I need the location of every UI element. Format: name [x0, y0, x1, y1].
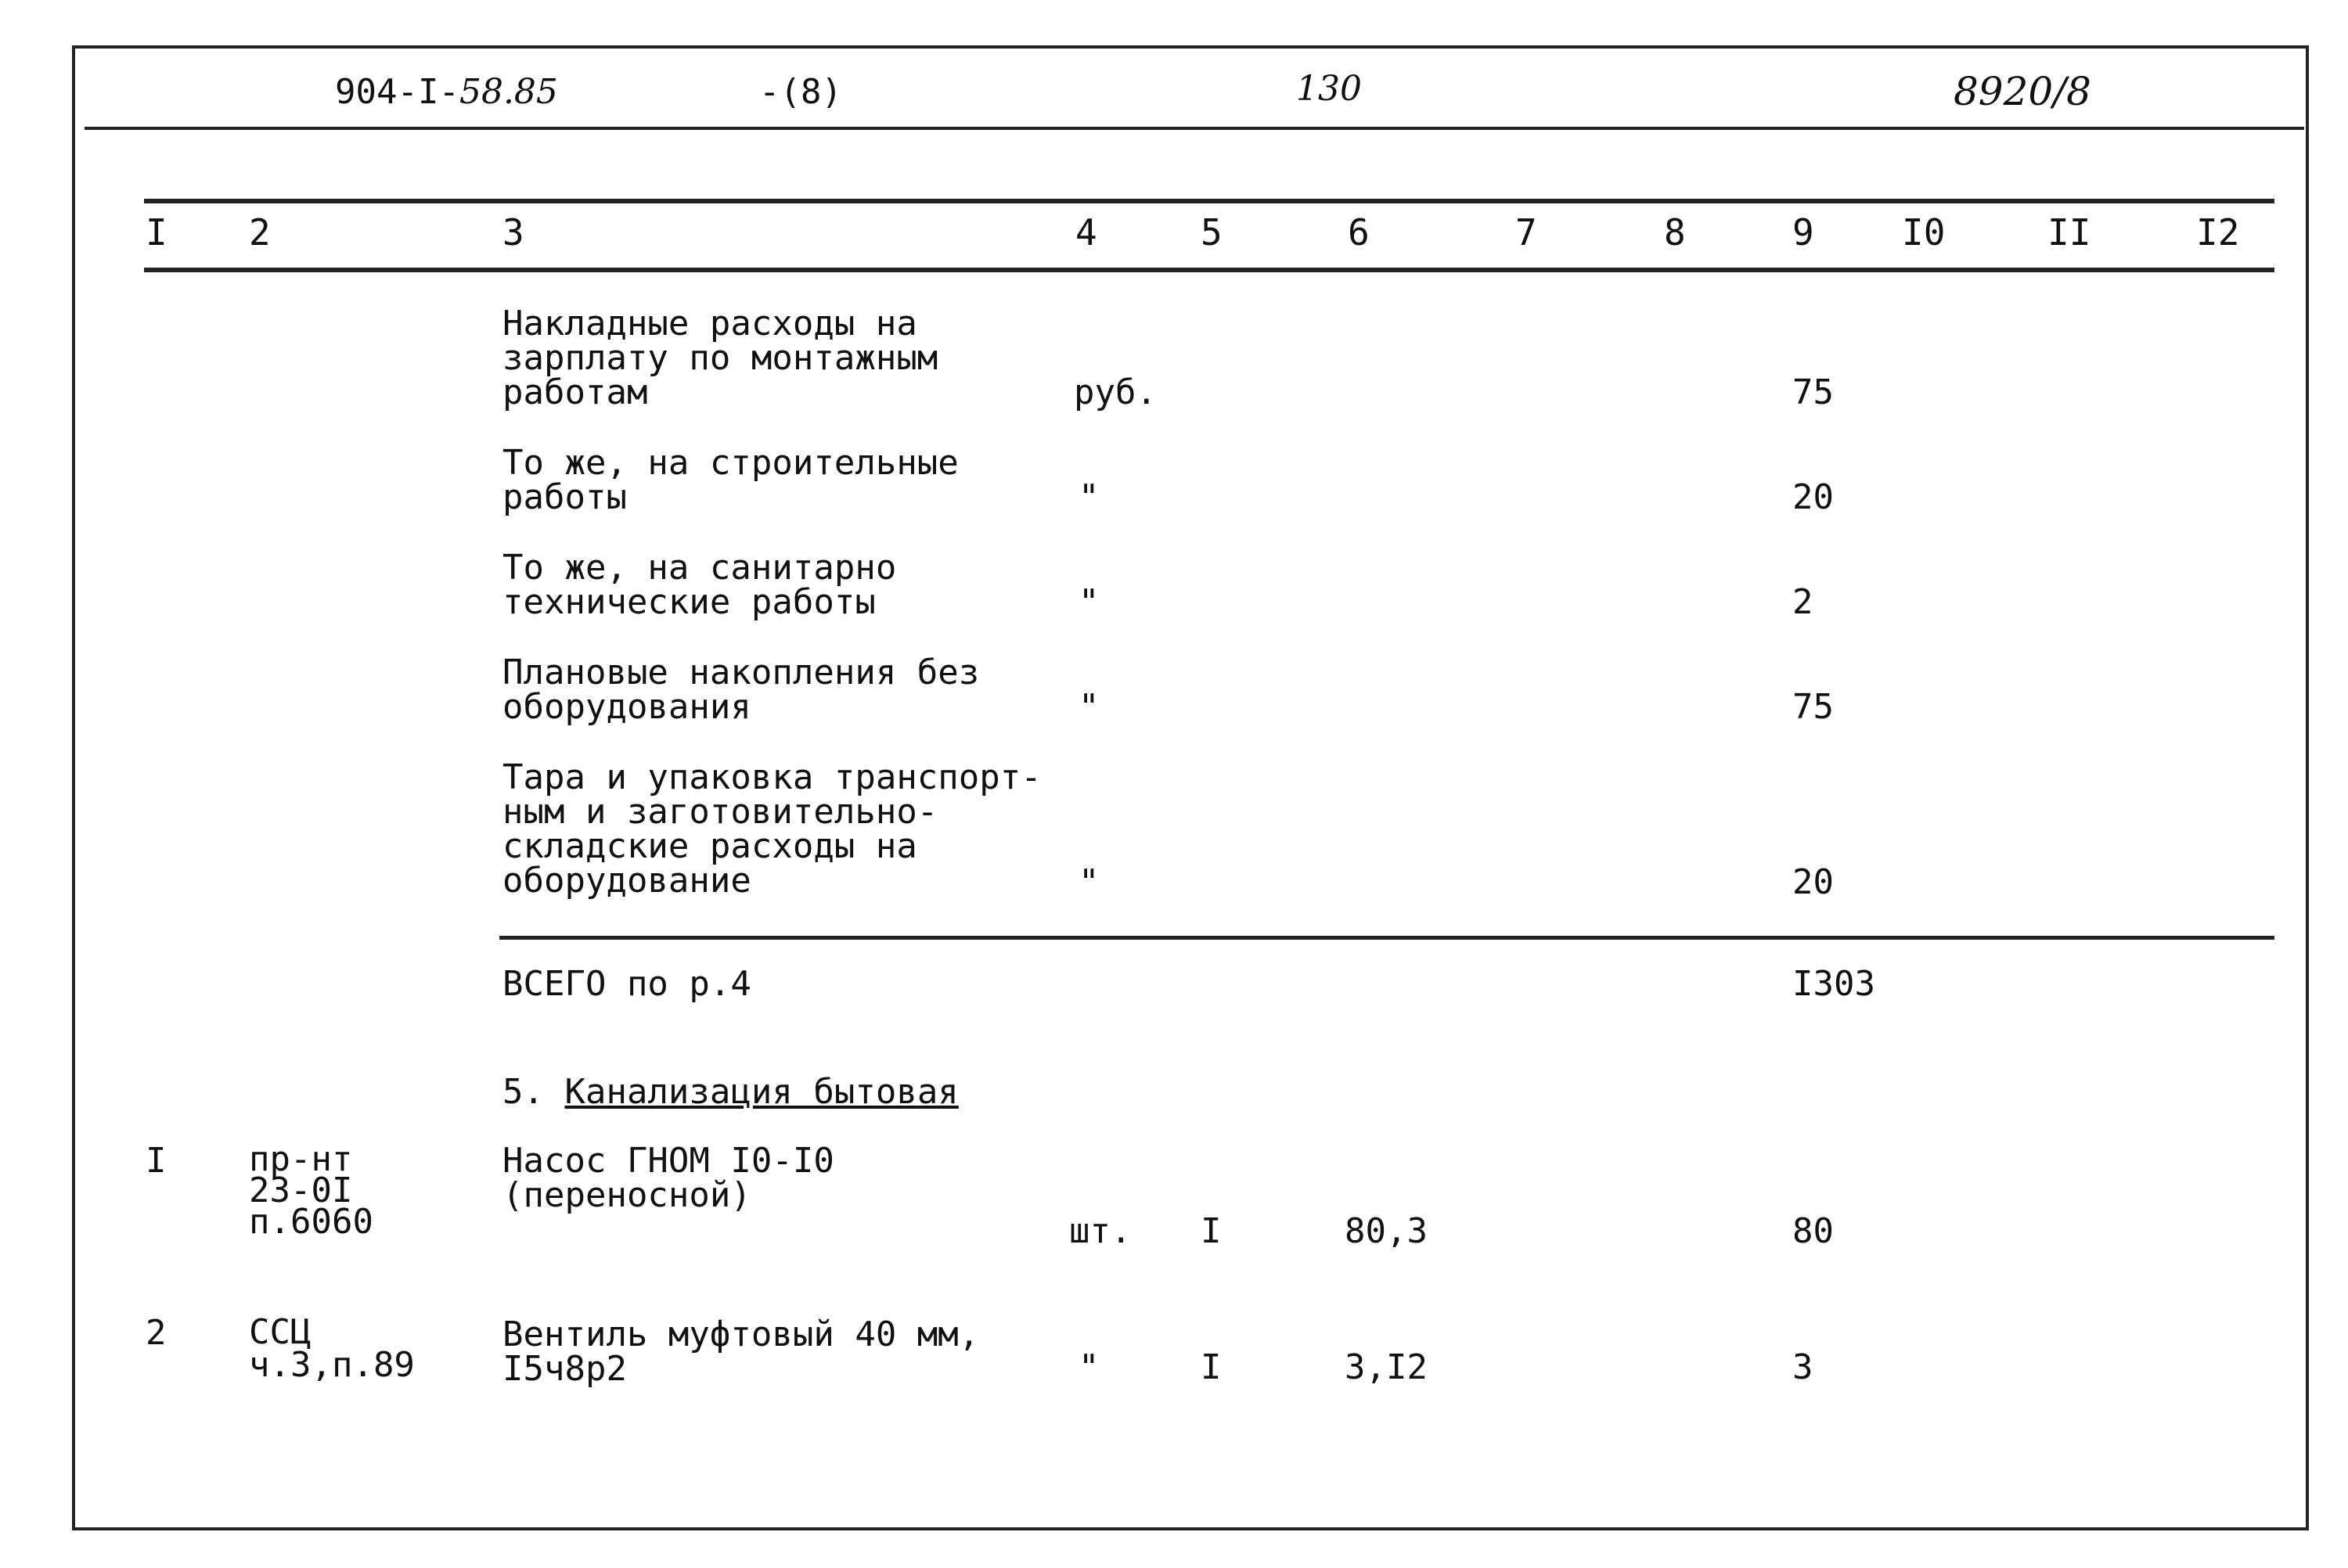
- item-2-reference: ССЦ ч.3,п.89: [249, 1312, 415, 1385]
- col-10-number: I0: [1902, 211, 1946, 254]
- row-1-total: 75: [1792, 372, 1834, 412]
- row-5-description: Тара и упаковка транспорт- ным и заготовительно- складские расходы на оборудование: [502, 757, 1042, 901]
- col-5-number: 5: [1201, 211, 1223, 254]
- section-title: Канализация бытовая: [564, 1072, 959, 1112]
- summary-label: ВСЕГО по р.4: [502, 964, 751, 1004]
- doc-code-prefix: 904-I-: [335, 72, 459, 112]
- col-11-number: II: [2047, 211, 2091, 254]
- row-4-description: Плановые накопления без оборудования: [502, 653, 980, 727]
- doc-part: -(8): [759, 72, 842, 112]
- item-1-quantity: I: [1201, 1211, 1222, 1251]
- row-1-unit: руб.: [1074, 372, 1157, 412]
- item-1-description: Насос ГНОМ I0-I0 (переносной): [502, 1141, 834, 1215]
- subtotal-rule: [499, 936, 2274, 940]
- col-6-number: 6: [1348, 211, 1370, 254]
- item-1-total: 80: [1792, 1211, 1834, 1251]
- col-9-number: 9: [1792, 211, 1814, 254]
- col-1-number: I: [146, 211, 167, 254]
- row-4-total: 75: [1792, 687, 1834, 727]
- row-2-description: То же, на строительные работы: [502, 443, 959, 517]
- row-5-total: 20: [1792, 862, 1834, 902]
- table-head-rule: [144, 268, 2274, 272]
- header-rule: [85, 127, 2304, 130]
- item-2-price: 3,I2: [1345, 1347, 1428, 1387]
- row-4-unit: ": [1079, 687, 1100, 727]
- item-1-number: I: [146, 1141, 167, 1181]
- item-1-price: 80,3: [1345, 1211, 1428, 1251]
- sheet-number: 8920/8: [1954, 69, 2091, 114]
- col-3-number: 3: [502, 211, 524, 254]
- section-heading: [502, 1072, 959, 1112]
- row-2-total: 20: [1792, 477, 1834, 517]
- page-number: 130: [1296, 69, 1362, 109]
- item-2-number: 2: [146, 1313, 167, 1353]
- col-2-number: 2: [249, 211, 271, 254]
- row-5-unit: ": [1079, 862, 1100, 902]
- col-4-number: 4: [1075, 211, 1097, 254]
- item-2-description: Вентиль муфтовый 40 мм, I5ч8р2: [502, 1314, 980, 1389]
- bottom-border: [72, 1527, 2309, 1530]
- item-2-quantity: I: [1201, 1347, 1222, 1387]
- table-top-rule: [144, 199, 2274, 203]
- col-8-number: 8: [1664, 211, 1686, 254]
- row-3-unit: ": [1079, 582, 1100, 622]
- row-3-total: 2: [1792, 582, 1813, 622]
- row-2-unit: ": [1079, 477, 1100, 517]
- row-1-description: Накладные расходы на зарплату по монтажным работам: [502, 304, 938, 412]
- summary-total: I303: [1792, 964, 1875, 1004]
- section-number: 5.: [502, 1072, 544, 1112]
- item-1-unit: шт.: [1069, 1211, 1132, 1251]
- doc-code-handwritten: 58.85: [459, 72, 558, 112]
- item-1-reference: пр-нт 23-0I п.6060: [249, 1139, 373, 1242]
- row-3-description: То же, на санитарно технические работы: [502, 548, 897, 622]
- doc-code: [335, 72, 558, 112]
- col-7-number: 7: [1515, 211, 1537, 254]
- item-2-unit: ": [1079, 1347, 1100, 1387]
- item-2-total: 3: [1792, 1347, 1813, 1387]
- col-12-number: I2: [2196, 211, 2240, 254]
